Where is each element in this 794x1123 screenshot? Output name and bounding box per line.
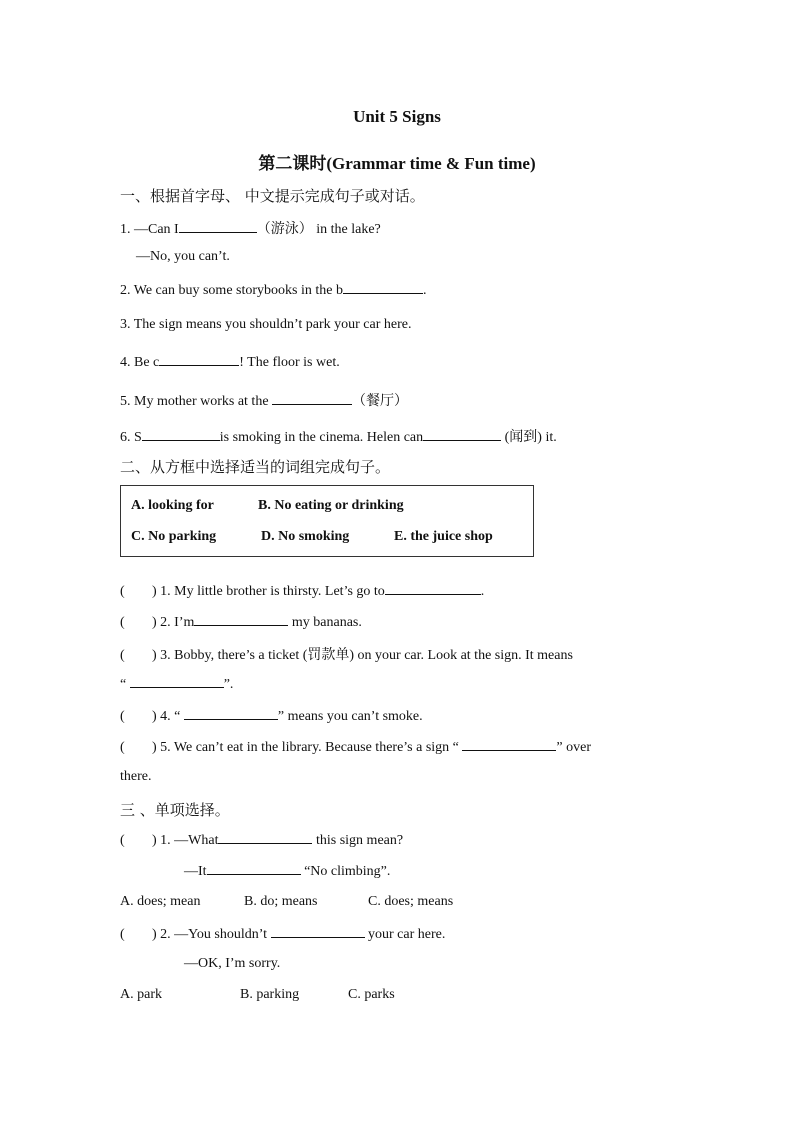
option-b: B. No eating or drinking [258,498,404,513]
option-a: A. looking for [131,498,214,513]
question-2-3: ( ) 3. Bobby, there’s a ticket (罚款单) on your car. Look at the sign. It means [120,648,573,663]
question-3-1: ( ) 1. —What this sign mean? [120,833,404,848]
option-c: C. No parking [131,529,217,544]
answer-blank[interactable] [184,707,278,720]
question-2-1: ( ) 1. My little brother is thirsty. Let’s go to . [120,584,485,599]
answer-blank[interactable] [343,281,423,294]
answer-blank[interactable] [130,675,224,688]
question-2-5-cont: there. [120,769,152,784]
option-e: E. the juice shop [394,529,493,544]
question-3-2: ( ) 2. —You shouldn’t your car here. [120,927,446,942]
answer-blank[interactable] [385,582,481,595]
question-2-2: ( ) 2. I’m my bananas. [120,615,362,630]
question-2-5: ( ) 5. We can’t eat in the library. Because there’s a sign “ ” over [120,740,591,755]
question-2-4: ( ) 4. “ ” means you can’t smoke. [120,709,423,724]
question-1-1: 1. —Can I （游泳） in the lake? [120,222,381,237]
choice-a: A. does; mean [120,894,201,909]
question-1-2: 2. We can buy some storybooks in the b . [120,283,427,298]
question-3-1-reply: —It “No climbing”. [184,864,391,879]
answer-blank[interactable] [462,738,556,751]
choice-b: B. parking [240,987,300,1002]
question-1-4: 4. Be c ! The floor is wet. [120,355,340,370]
question-1-6: 6. S is smoking in the cinema. Helen can (闻到) it. [120,430,557,445]
answer-blank[interactable] [179,220,257,233]
section-3-heading: 三 、单项选择。 [120,801,230,819]
answer-blank[interactable] [194,613,288,626]
choice-c: C. does; means [368,894,454,909]
question-1-3: 3. The sign means you shouldn’t park your car here. [120,317,412,332]
question-1-1-reply: —No, you can’t. [136,249,230,264]
choice-b: B. do; means [244,894,318,909]
answer-blank[interactable] [207,862,301,875]
choice-c: C. parks [348,987,395,1002]
section-1-heading: 一、根据首字母、 中文提示完成句子或对话。 [120,187,425,205]
section-2-heading: 二、从方框中选择适当的词组完成句子。 [120,458,391,476]
choice-a: A. park [120,987,162,1002]
answer-blank[interactable] [271,925,365,938]
question-1-5: 5. My mother works at the （餐厅） [120,394,409,409]
option-d: D. No smoking [261,529,350,544]
page-subtitle: 第二课时(Grammar time & Fun time) [258,154,536,173]
answer-blank[interactable] [218,831,312,844]
page-title: Unit 5 Signs [353,107,441,126]
options-box [120,485,534,557]
answer-blank[interactable] [159,353,239,366]
answer-blank[interactable] [142,428,220,441]
question-2-3-cont: “ ”. [120,677,234,692]
answer-blank[interactable] [272,392,352,405]
answer-blank[interactable] [423,428,501,441]
question-3-2-reply: —OK, I’m sorry. [184,956,281,971]
